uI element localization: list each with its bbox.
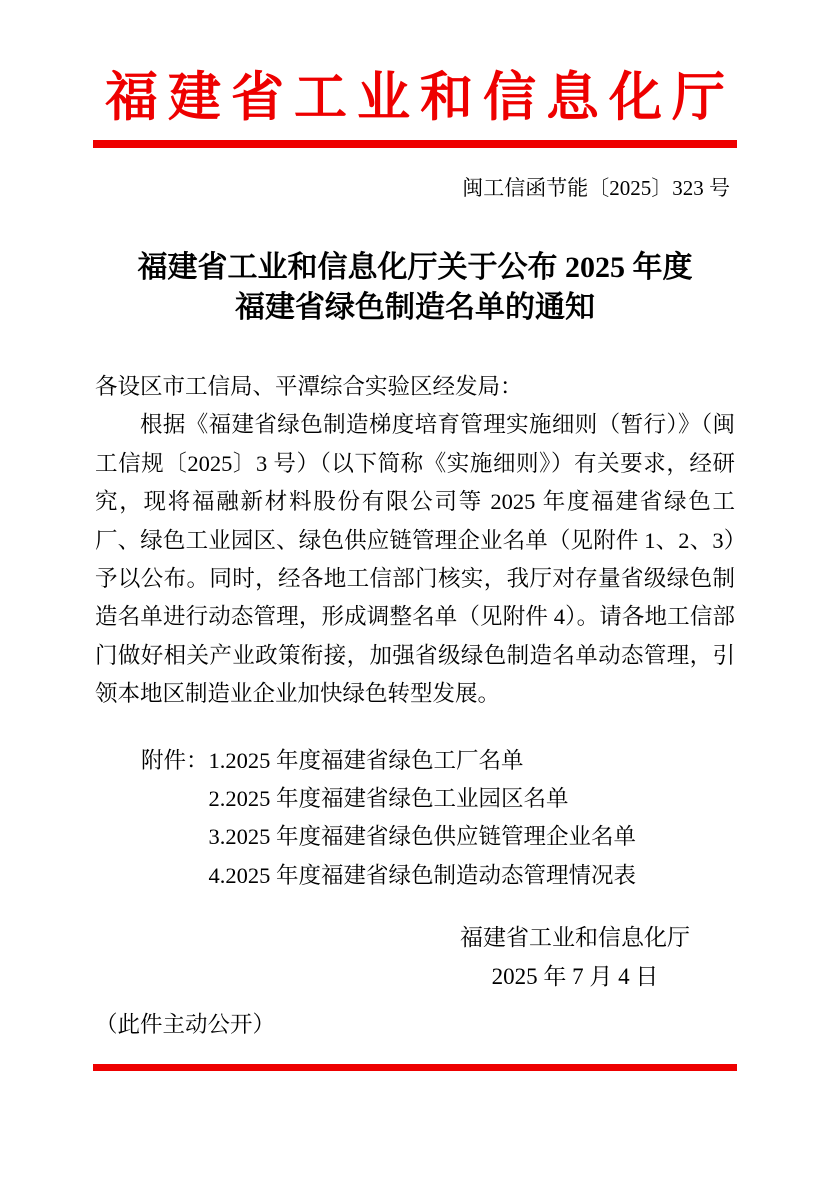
attachment-item-1: 1.2025 年度福建省绿色工厂名单 [208, 747, 524, 773]
disclosure-note: （此件主动公开） [95, 1012, 276, 1038]
attachment-item-4: 4.2025 年度福建省绿色制造动态管理情况表 [208, 862, 637, 888]
attachments-label: 附件： [141, 747, 209, 773]
attachment-item-2: 2.2025 年度福建省绿色工业园区名单 [208, 786, 569, 812]
document-body [95, 368, 735, 714]
salutation-line: 各设区市工信局、平潭综合实验区经发局： [95, 374, 523, 399]
attachment-item-3: 3.2025 年度福建省绿色供应链管理企业名单 [208, 824, 637, 850]
letterhead-double-rule [93, 140, 737, 148]
footer-double-rule [93, 1064, 737, 1071]
attachments-list [209, 742, 637, 896]
attachments-block [95, 742, 735, 896]
official-document-page [0, 64, 830, 1200]
body-paragraph: 根据《福建省绿色制造梯度培育管理实施细则（暂行）》（闽工信规〔2025〕3 号）（以下简称《实施细则》）有关要求，经研究，现将福融新材料股份有限公司等 2025 年度福建省绿色工厂、绿色工业园区、绿色供应链管理企业名单（见附件 1、2、3）予以公布。同时，经各地工信部门核实，我厅对存量省级绿色制造名单进行动态管理，形成调整名单（见附件 4）。请各地工信部门做好相关产业政策衔接，加强省级绿色制造名单动态管理，引领本地区制造业企业加快绿色转型发展。 [95, 412, 735, 707]
document-content [0, 174, 830, 1040]
document-title [95, 248, 735, 328]
document-title-line2: 福建省绿色制造名单的通知 [235, 291, 595, 324]
document-reference-number: 闽工信函节能〔2025〕323 号 [462, 176, 730, 200]
document-title-line1: 福建省工业和信息化厅关于公布 2025 年度 [137, 251, 693, 284]
signature-agency: 福建省工业和信息化厅 [460, 925, 690, 951]
signature-block [460, 919, 690, 996]
signature-date: 2025 年 7 月 4 日 [491, 963, 659, 989]
letterhead-agency-name: 福建省工业和信息化厅 [105, 69, 735, 127]
